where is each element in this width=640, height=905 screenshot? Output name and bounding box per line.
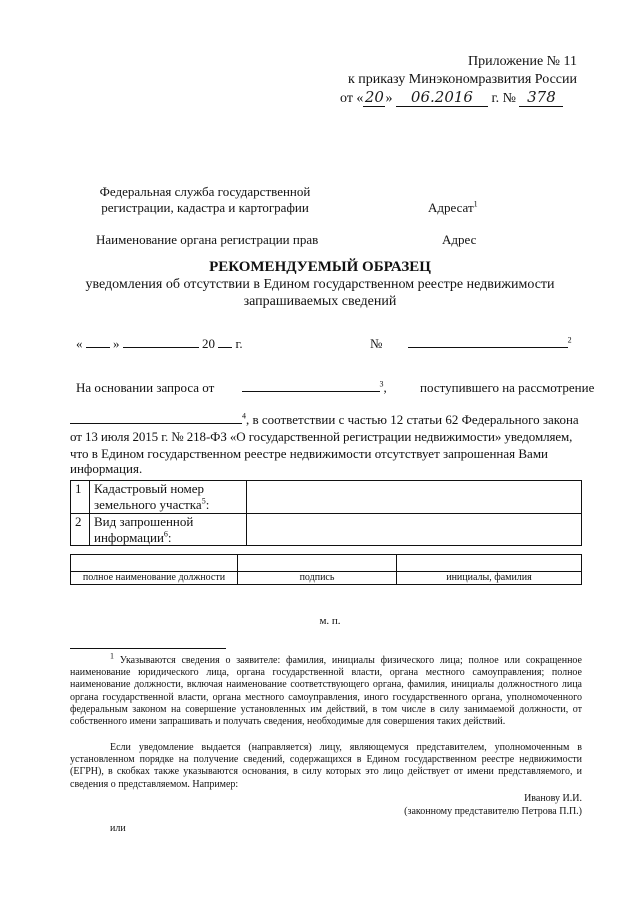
position-field[interactable] [71, 555, 238, 572]
row-label [90, 514, 247, 546]
notice-date [76, 336, 243, 352]
order-day: 20 [364, 88, 384, 106]
year-blank [218, 347, 232, 348]
month-blank [123, 347, 199, 348]
comma: , [383, 380, 387, 395]
footnote-ref-4: 4 [242, 411, 246, 421]
addressee-text: Адресат [428, 200, 474, 215]
request-label: На основании запроса от [76, 380, 215, 395]
signature-table [70, 554, 582, 585]
signature-caption-row [71, 572, 582, 585]
order-reference [270, 72, 577, 89]
basis-line-4: что в Едином государственном реестре недвижимости отсутствует запрошенная Вами [70, 446, 549, 461]
example-addressee: Иванову И.И. [524, 793, 582, 804]
table-row [71, 514, 582, 546]
basis-line-5: информация. [70, 461, 143, 476]
order-number: 378 [519, 88, 563, 107]
row-number: 1 [71, 481, 90, 514]
received-blank [70, 423, 242, 424]
label-tail: : [205, 496, 210, 512]
ot-close: » [385, 91, 393, 106]
footnote-ref-2: 2 [567, 335, 572, 345]
signature-blank-row [71, 555, 582, 572]
footnote-ref-5: 5 [201, 496, 206, 506]
document-title: РЕКОМЕНДУЕМЫЙ ОБРАЗЕЦ [209, 259, 431, 275]
footnote-ref-1: 1 [473, 199, 478, 209]
received-label: поступившего на рассмотрение [420, 380, 595, 395]
ot-label: от « [340, 91, 364, 106]
footnote-divider [70, 648, 226, 649]
day-blank [86, 347, 110, 348]
row-label [90, 481, 247, 514]
label-line: Кадастровый номер [94, 481, 205, 496]
footnote-1 [70, 651, 582, 728]
year-prefix: 20 [202, 336, 215, 351]
year-suffix: г. [235, 336, 243, 351]
label-line: информации [94, 529, 164, 545]
footnote-ref-6: 6 [163, 529, 168, 539]
basis-line-1 [76, 380, 594, 396]
label-line: земельного участка [94, 496, 202, 512]
org-line-1: Федеральная служба государственной [99, 184, 311, 199]
g-no-label: г. № [491, 91, 516, 106]
order-line: к приказу Минэкономразвития России [347, 72, 577, 87]
signature-caption: подпись [238, 572, 397, 585]
position-caption: полное наименование должности [71, 572, 238, 585]
order-date-number [340, 88, 580, 108]
number-blank [408, 347, 568, 348]
org-line-2: регистрации, кадастра и картографии [101, 199, 309, 215]
stamp-place-label: м. п. [319, 615, 341, 627]
footnote-2: Если уведомление выдается (направляется) лицу, являющемуся представителем, уполномоченным в установленном порядке на получение сведений, содержащихся в Едином государственном реестре недвижимости (ЕГРН), в скобках также указываются основания, в силу которых это лицо действует от имени представляемого, и сведения о представляемом. Например: [70, 742, 582, 790]
request-date-blank [242, 391, 380, 392]
registration-body-label: Наименование органа регистрации прав [96, 232, 319, 247]
basis-line-3: от 13 июля 2015 г. № 218-ФЗ «О государственной регистрации недвижимости» уведомляем, [70, 429, 573, 444]
document-subtitle-2: запрашиваемых сведений [243, 294, 397, 309]
quote-close: » [113, 336, 120, 351]
addressee-label [428, 200, 478, 216]
quote-open: « [76, 336, 83, 351]
initials-caption: инициалы, фамилия [397, 572, 582, 585]
appendix-line: Приложение № 11 [468, 54, 577, 69]
footnote-ref-3: 3 [379, 379, 384, 389]
row-number: 2 [71, 514, 90, 546]
signature-field[interactable] [238, 555, 397, 572]
cadastral-number-value[interactable] [247, 481, 582, 514]
law-reference: , в соответствии с частью 12 статьи 62 Федерального закона [246, 412, 579, 427]
or-label: или [110, 823, 126, 834]
initials-field[interactable] [397, 555, 582, 572]
table-row [71, 481, 582, 514]
number-label: № [370, 336, 383, 351]
org-name [80, 184, 330, 215]
appendix-title [300, 54, 577, 71]
requested-info-value[interactable] [247, 514, 582, 546]
footnote-marker: 1 [110, 651, 114, 661]
order-month-year: 06.2016 [396, 88, 488, 107]
notice-number [370, 336, 572, 352]
address-label: Адрес [442, 232, 477, 247]
label-line: Вид запрошенной [94, 514, 194, 529]
basis-line-2 [70, 412, 579, 428]
info-table [70, 480, 582, 546]
footnote-1-text: Указываются сведения о заявителе: фамилия, инициалы физического лица; полное или сокращенное наименование юридического лица, органа государственной власти, органа местного самоуправления; полное наименование должности, включая наименование соответствующего органа, фамилия, инициалы должностного лица органа государственной власти, органа местного самоуправления, иного государственного органа, уполномоченного федеральным законом на совершение установленных им действий, в том числе в силу занимаемой должности, от собственного имени запрашивать и получать сведения, необходимые для совершения таких действий. [70, 655, 582, 727]
example-representative: (законному представителю Петрова П.П.) [404, 806, 582, 817]
document-subtitle: уведомления об отсутствии в Едином государственном реестре недвижимости [85, 277, 555, 292]
label-tail: : [167, 529, 172, 545]
